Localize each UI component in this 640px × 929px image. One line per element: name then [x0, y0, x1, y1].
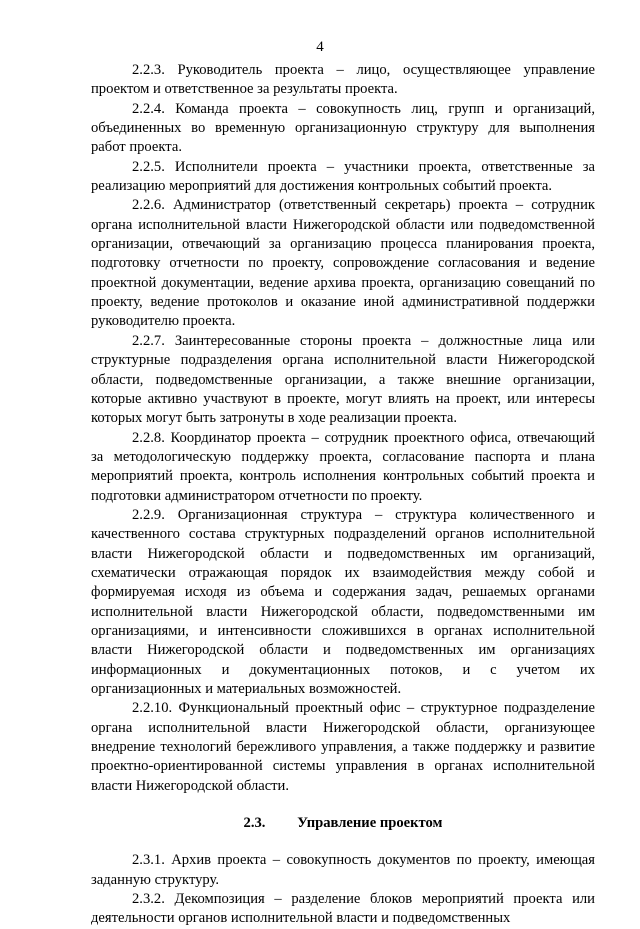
section-heading [91, 814, 595, 833]
paragraph-2-2-6: 2.2.6. Администратор (ответственный секретарь) проекта – сотрудник органа исполнительной власти Нижегородской области или подведомственной организации, отвечающий за организацию процесса планирования проекта, подготовку отчетности по проекту, сопровождение согласования и ведение проектной документации, ведение архива проекта, организацию совещаний по проекту, ведение протоколов и оказание иной административной поддержки руководителю проекта. [91, 197, 595, 330]
paragraph-2-2-8: 2.2.8. Координатор проекта – сотрудник проектного офиса, отвечающий за методологическую поддержку проекта, согласование паспорта и плана мероприятий проекта, контроль исполнения контрольных событий проекта и подготовки администратором отчетности по проекту. [91, 429, 595, 504]
section-title: Управление проектом [297, 815, 443, 832]
paragraph-2-2-5: 2.2.5. Исполнители проекта – участники проекта, ответственные за реализацию мероприятий для достижения контрольных событий проекта. [91, 158, 595, 195]
page-content [91, 61, 595, 929]
paragraph-2-2-9: 2.2.9. Организационная структура – структура количественного и качественного состава структурных подразделений органов исполнительной власти Нижегородской области и подведомственных им организаций, схематически отражающая порядок их взаимодействия между собой и формируемая исходя из объема и содержания задач, решаемых органами исполнительной власти Нижегородской области, подведомственными им организациями, и интенсивности сложившихся в органах исполнительной власти Нижегородской области и подведомственных им организациях информационных и документационных потоков, и с учетом их организационных и материальных возможностей. [91, 506, 595, 697]
paragraph-2-2-3: 2.2.3. Руководитель проекта – лицо, осуществляющее управление проектом и ответственное за результаты проекта. [91, 62, 595, 98]
paragraph-2-2-4: 2.2.4. Команда проекта – совокупность лиц, групп и организаций, объединенных во временную организационную структуру для выполнения работ проекта. [91, 100, 595, 156]
paragraph-2-2-7: 2.2.7. Заинтересованные стороны проекта – должностные лица или структурные подразделения органа исполнительной власти Нижегородской области, подведомственные организации, а также внешние организации, которые активно участвуют в проекте, могут влиять на проект, или интересы которых могут быть затронуты в ходе реализации проекта. [91, 332, 595, 427]
paragraph-2-3-1: 2.3.1. Архив проекта – совокупность документов по проекту, имеющая заданную структуру. [91, 852, 595, 888]
paragraph-2-2-10: 2.2.10. Функциональный проектный офис – структурное подразделение органа исполнительной власти Нижегородской области, организующее внедрение технологий бережливого управления, а также поддержку и развитие проектно-ориентированной системы управления в органах исполнительной власти Нижегородской области. [91, 700, 595, 794]
paragraph-2-3-2: 2.3.2. Декомпозиция – разделение блоков мероприятий проекта или деятельности органов исполнительной власти и подведомственных [91, 891, 595, 927]
section-number: 2.3. [243, 815, 266, 832]
page-number: 4 [316, 39, 324, 55]
